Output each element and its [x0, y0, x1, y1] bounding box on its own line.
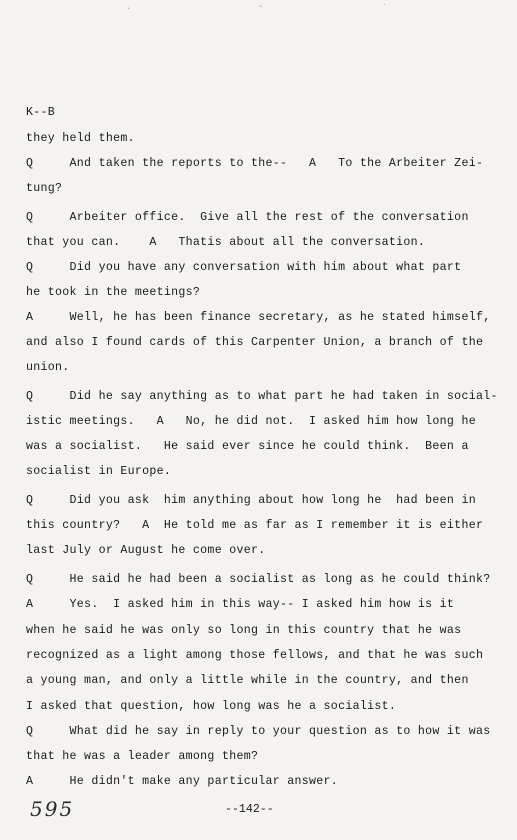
text-line: this country? A He told me as far as I remember it is either [26, 519, 484, 532]
text-line: he took in the meetings? [26, 286, 201, 299]
text-line: K--B [26, 106, 56, 119]
text-line: istic meetings. A No, he did not. I asked him how long he [26, 415, 476, 428]
text-line: A He didn't make any particular answer. [26, 775, 339, 788]
text-line: socialist in Europe. [26, 465, 172, 478]
margin-mark: · [126, 4, 132, 14]
text-line: when he said he was only so long in this country that he was [26, 624, 462, 637]
text-line: they held them. [26, 132, 135, 145]
text-line: A Yes. I asked him in this way-- I asked him how is it [26, 598, 455, 611]
text-line: and also I found cards of this Carpenter Union, a branch of the [26, 336, 484, 349]
text-line: last July or August he come over. [26, 544, 266, 557]
text-line: Q Did you ask him anything about how long he had been in [26, 494, 476, 507]
text-line: A Well, he has been finance secretary, as he stated himself, [26, 311, 491, 324]
text-line: Q And taken the reports to the-- A To the Arbeiter Zei- [26, 157, 484, 170]
margin-mark: ˙ [382, 4, 388, 14]
text-line: a young man, and only a little while in the country, and then [26, 674, 469, 687]
text-line: Q Arbeiter office. Give all the rest of the conversation [26, 211, 469, 224]
text-line: recognized as a light among those fellows, and that he was such [26, 649, 484, 662]
text-line: that you can. A Thatis about all the conversation. [26, 236, 426, 249]
text-line: Q Did you have any conversation with him about what part [26, 261, 462, 274]
text-line: Q What did he say in reply to your question as to how it was [26, 725, 491, 738]
text-line: Q Did he say anything as to what part he had taken in social- [26, 390, 498, 403]
handwritten-page-number: 595 [30, 797, 75, 821]
margin-mark: ˘ [258, 5, 264, 15]
text-line: that he was a leader among them? [26, 750, 259, 763]
text-line: Q He said he had been a socialist as long as he could think? [26, 573, 491, 586]
text-line: tung? [26, 182, 63, 195]
text-line: I asked that question, how long was he a socialist. [26, 700, 397, 713]
text-line: union. [26, 361, 70, 374]
text-line: was a socialist. He said ever since he could think. Been a [26, 440, 469, 453]
page-number: --142-- [225, 803, 274, 816]
